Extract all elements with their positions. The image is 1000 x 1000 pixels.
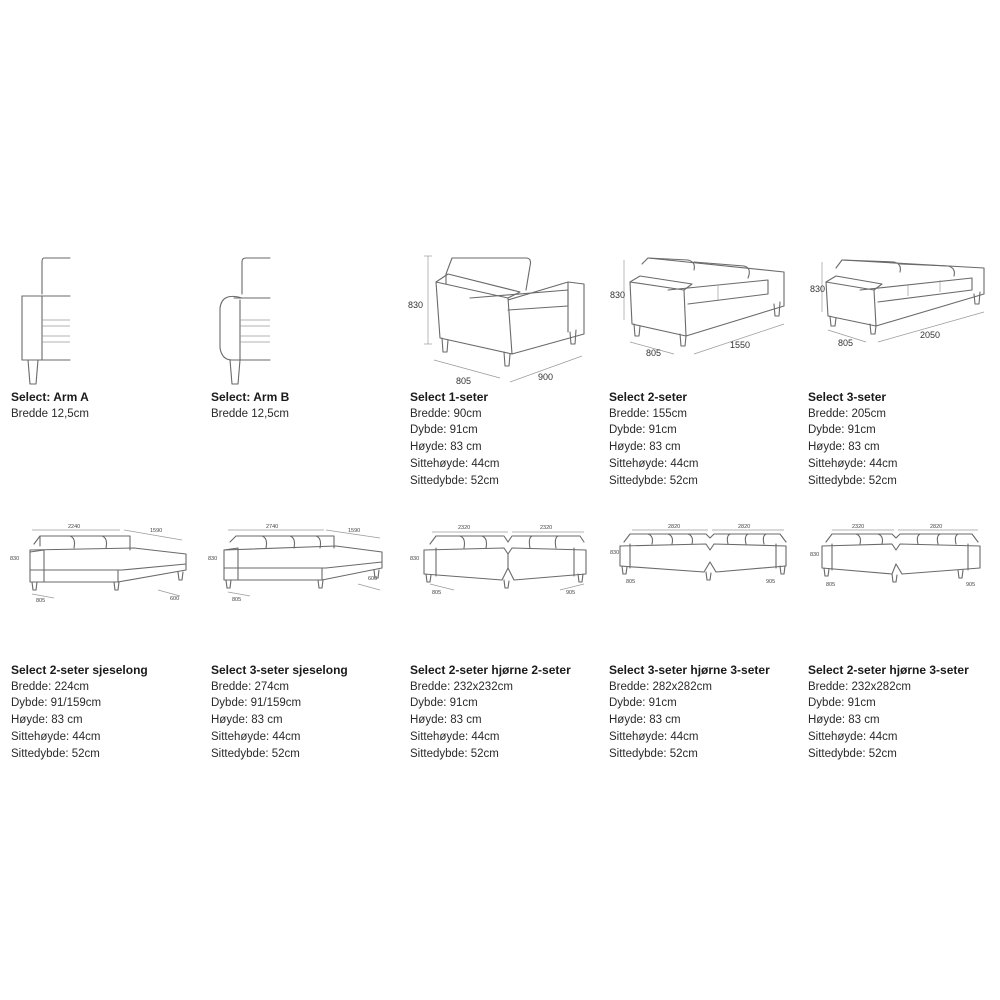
- product-card-1-seter: [410, 389, 600, 489]
- product-spec-depth: Dybde: 91cm: [808, 424, 876, 437]
- dim-depth: 805: [432, 590, 442, 596]
- dim-height: 830: [810, 552, 820, 558]
- product-card-corner-3-3: [609, 662, 799, 762]
- two-seater-drawing: [608, 250, 793, 360]
- dim-chaise-length: 1590: [348, 528, 361, 534]
- product-spec-seat-height: Sittehøyde: 44cm: [808, 457, 898, 470]
- product-spec-width: Bredde: 274cm: [211, 680, 289, 693]
- product-spec-depth: Dybde: 91cm: [410, 424, 478, 437]
- product-spec-seat-depth: Sittedybde: 52cm: [609, 747, 698, 760]
- product-spec-width: Bredde: 224cm: [11, 680, 89, 693]
- product-spec-seat-depth: Sittedybde: 52cm: [410, 747, 499, 760]
- dim-depth-right: 905: [566, 590, 576, 596]
- dim-chaise-width: 600: [368, 576, 378, 582]
- product-spec-height: Høyde: 83 cm: [410, 441, 482, 454]
- product-spec-depth: Dybde: 91cm: [609, 424, 677, 437]
- product-spec-seat-height: Sittehøyde: 44cm: [410, 457, 500, 470]
- product-spec-height: Høyde: 83 cm: [609, 714, 681, 727]
- product-spec-seat-depth: Sittedybde: 52cm: [410, 474, 499, 487]
- product-spec-height: Høyde: 83 cm: [410, 714, 482, 727]
- dim-depth: 805: [36, 598, 46, 604]
- product-spec: Bredde 12,5cm: [11, 407, 89, 420]
- product-spec-width: Bredde: 90cm: [410, 407, 482, 420]
- two-seater-chaise-drawing: [10, 520, 195, 605]
- arm-a-drawing: [12, 248, 92, 388]
- product-spec-height: Høyde: 83 cm: [609, 441, 681, 454]
- product-card-arm-a: [11, 389, 201, 422]
- dim-width-right: 2820: [738, 524, 751, 530]
- dim-height: 830: [810, 284, 826, 294]
- dim-depth-right: 905: [766, 579, 776, 585]
- product-title: Select 3-seter: [808, 390, 887, 404]
- product-spec-width: Bredde: 205cm: [808, 407, 886, 420]
- product-title: Select 2-seter hjørne 2-seter: [410, 663, 571, 677]
- product-title: Select: Arm B: [211, 390, 290, 404]
- product-spec-seat-depth: Sittedybde: 52cm: [808, 747, 897, 760]
- product-title: Select: Arm A: [11, 390, 89, 404]
- product-card-3-seter-sjeselong: [211, 662, 401, 762]
- dim-width: 1550: [730, 340, 751, 350]
- product-spec-depth: Dybde: 91cm: [410, 697, 478, 710]
- product-spec: Bredde 12,5cm: [211, 407, 289, 420]
- dim-height: 830: [10, 556, 20, 562]
- dim-depth-right: 905: [966, 582, 976, 588]
- product-spec-seat-height: Sittehøyde: 44cm: [808, 730, 898, 743]
- corner-2-3-drawing: [808, 520, 993, 600]
- dim-width: 2740: [266, 524, 279, 530]
- dim-width: 2240: [68, 524, 81, 530]
- product-spec-height: Høyde: 83 cm: [808, 714, 880, 727]
- product-title: Select 3-seter hjørne 3-seter: [609, 663, 770, 677]
- product-spec-seat-height: Sittehøyde: 44cm: [609, 457, 699, 470]
- dim-depth: 805: [232, 597, 242, 603]
- product-card-2-seter: [609, 389, 799, 489]
- dim-width-right: 2820: [930, 524, 943, 530]
- dim-depth: 805: [646, 348, 662, 358]
- product-spec-seat-height: Sittehøyde: 44cm: [609, 730, 699, 743]
- dim-width-left: 2820: [668, 524, 681, 530]
- product-title: Select 2-seter: [609, 390, 688, 404]
- dim-width: 900: [538, 372, 554, 382]
- product-title: Select 3-seter sjeselong: [211, 663, 348, 677]
- product-spec-height: Høyde: 83 cm: [211, 714, 283, 727]
- product-spec-depth: Dybde: 91/159cm: [211, 697, 302, 710]
- dim-height: 830: [610, 290, 626, 300]
- product-spec-seat-height: Sittehøyde: 44cm: [410, 730, 500, 743]
- product-spec-seat-depth: Sittedybde: 52cm: [11, 747, 100, 760]
- three-seater-drawing: [808, 250, 993, 350]
- dim-depth: 805: [456, 376, 472, 386]
- arm-b-drawing: [212, 248, 292, 388]
- dim-height: 830: [408, 300, 424, 310]
- dim-depth: 805: [838, 338, 854, 348]
- dim-chaise-width: 600: [170, 596, 180, 602]
- corner-2-2-drawing: [408, 520, 593, 600]
- dim-depth: 805: [826, 582, 836, 588]
- dim-height: 830: [208, 556, 218, 562]
- product-card-corner-2-3: [808, 662, 998, 762]
- product-title: Select 1-seter: [410, 390, 489, 404]
- product-card-2-seter-sjeselong: [11, 662, 201, 762]
- one-seater-drawing: [408, 244, 593, 389]
- dim-depth: 805: [626, 579, 636, 585]
- product-spec-width: Bredde: 282x282cm: [609, 680, 712, 693]
- dim-height: 830: [610, 550, 620, 556]
- product-spec-seat-height: Sittehøyde: 44cm: [11, 730, 101, 743]
- product-spec-seat-depth: Sittedybde: 52cm: [211, 747, 300, 760]
- product-title: Select 2-seter hjørne 3-seter: [808, 663, 969, 677]
- product-spec-depth: Dybde: 91cm: [808, 697, 876, 710]
- three-seater-chaise-drawing: [208, 520, 393, 605]
- product-card-corner-2-2: [410, 662, 600, 762]
- product-spec-height: Høyde: 83 cm: [808, 441, 880, 454]
- product-spec-width: Bredde: 232x232cm: [410, 680, 513, 693]
- product-spec-height: Høyde: 83 cm: [11, 714, 83, 727]
- product-spec-depth: Dybde: 91/159cm: [11, 697, 102, 710]
- product-title: Select 2-seter sjeselong: [11, 663, 148, 677]
- product-spec-width: Bredde: 232x282cm: [808, 680, 911, 693]
- dim-width-left: 2320: [852, 524, 865, 530]
- product-spec-seat-height: Sittehøyde: 44cm: [211, 730, 301, 743]
- product-card-arm-b: [211, 389, 401, 422]
- dim-height: 830: [410, 556, 420, 562]
- dim-width-right: 2320: [540, 525, 553, 531]
- dim-width-left: 2320: [458, 525, 471, 531]
- product-spec-width: Bredde: 155cm: [609, 407, 687, 420]
- product-card-3-seter: [808, 389, 998, 489]
- product-spec-seat-depth: Sittedybde: 52cm: [609, 474, 698, 487]
- dim-chaise-length: 1590: [150, 528, 163, 534]
- corner-3-3-drawing: [608, 520, 793, 590]
- product-spec-seat-depth: Sittedybde: 52cm: [808, 474, 897, 487]
- product-spec-depth: Dybde: 91cm: [609, 697, 677, 710]
- dim-width: 2050: [920, 330, 941, 340]
